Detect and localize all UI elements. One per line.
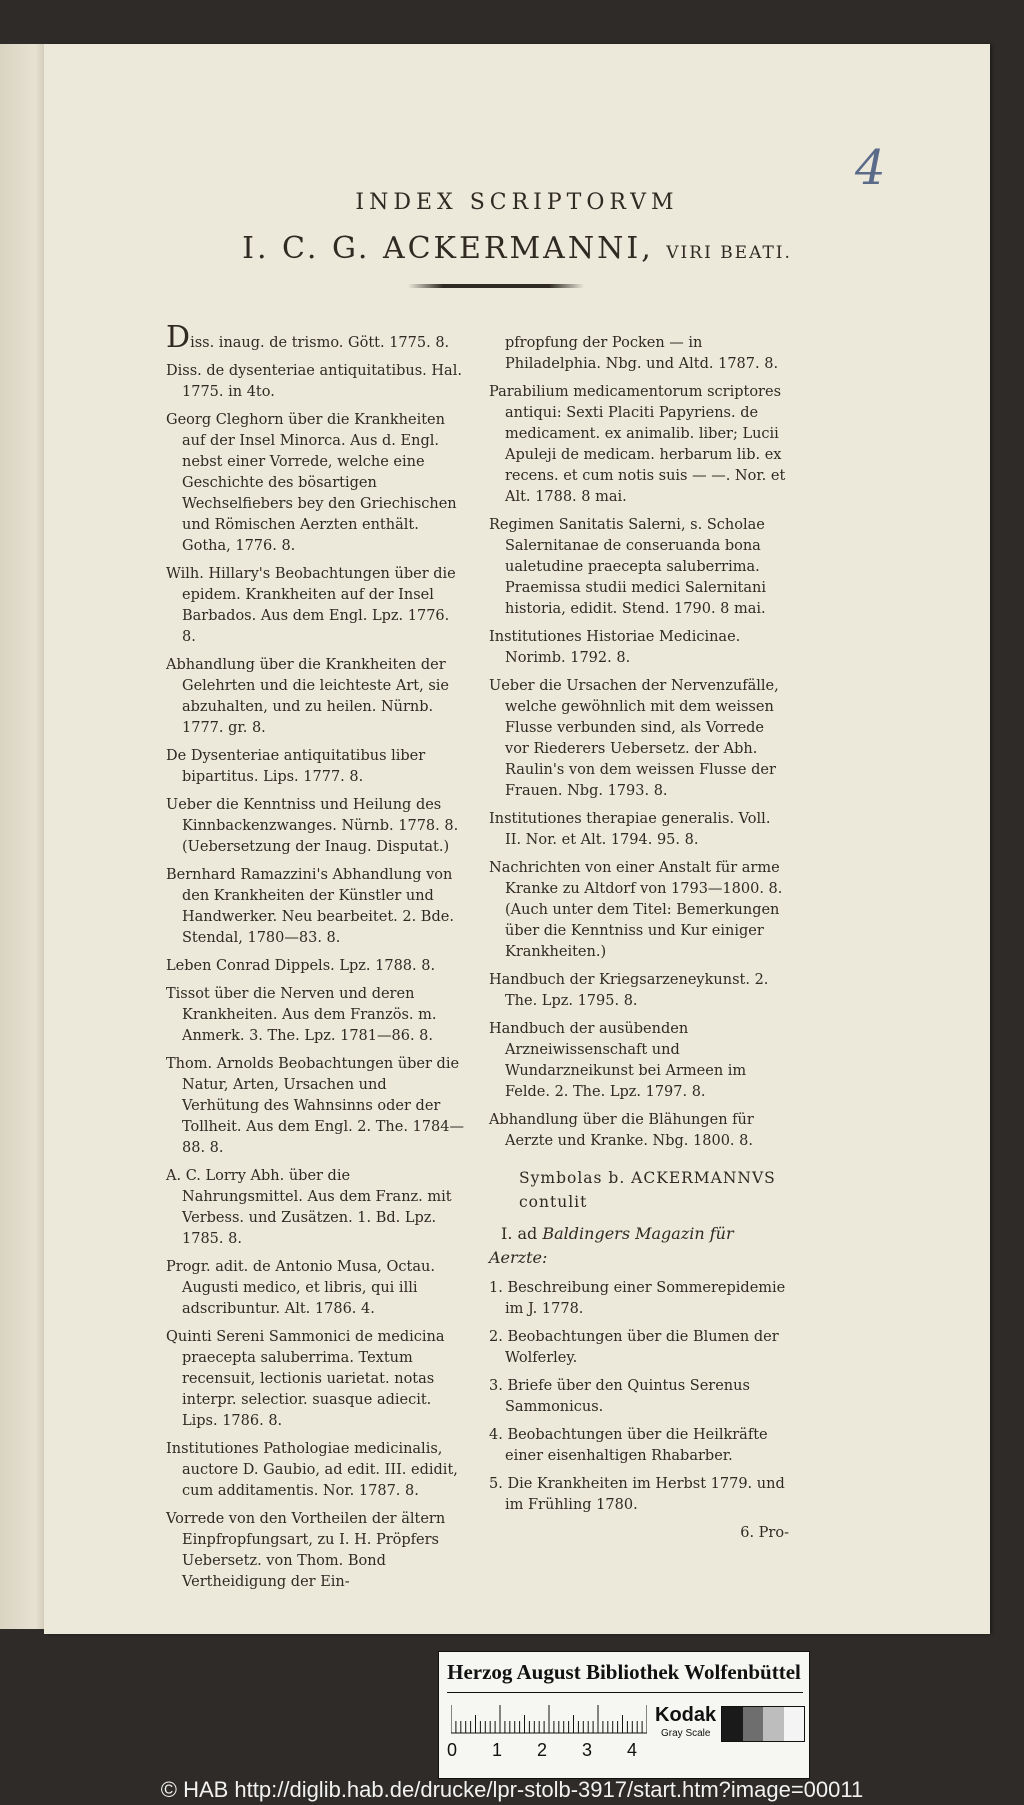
bibliography-entry: Regimen Sanitatis Salerni, s. Scholae Salernitanae de conseruanda bona ualetudine praecepta saluberrima. Praemissa studii medici Salernitani historia, edidit. Stend. 1790. 8 mai. [489, 517, 766, 617]
contribution-item: 4. Beobachtungen über die Heilkräfte einer eisenhaltigen Rhabarber. [489, 1427, 768, 1464]
drop-cap: D [166, 320, 191, 355]
bibliography-entry: Abhandlung über die Krankheiten der Gelehrten und die leichteste Art, sie abzuhalten, und zu heilen. Nürnb. 1777. gr. 8. [166, 657, 449, 736]
bibliography-entry: Institutiones Historiae Medicinae. Norimb. 1792. 8. [489, 629, 741, 666]
title-index-scriptorum: INDEX SCRIPTORVM [355, 190, 679, 215]
ruler-number: 1 [492, 1740, 503, 1760]
bibliography-entry: Leben Conrad Dippels. Lpz. 1788. 8. [166, 958, 436, 974]
gray-swatch [722, 1707, 743, 1741]
catchword: 6. Pro- [740, 1525, 789, 1541]
bibliography-entry: Institutiones Pathologiae medicinalis, auctore D. Gaubio, ad edit. III. edidit, cum additamentis. Nor. 1787. 8. [166, 1441, 458, 1499]
magazin-heading: I. ad Baldingers Magazin für Aerzte: [489, 1224, 734, 1267]
ruler-number: 3 [582, 1740, 593, 1760]
bibliography-entry: Bernhard Ramazzini's Abhandlung von den Krankheiten der Künstler und Handwerker. Neu bearbeitet. 2. Bde. Stendal, 1780—83. 8. [166, 867, 454, 946]
bibliography-entry: Institutiones therapiae generalis. Voll. II. Nor. et Alt. 1794. 95. 8. [489, 811, 771, 848]
gray-scale-swatches [721, 1706, 805, 1742]
bibliography-entry: Tissot über die Nerven und deren Krankheiten. Aus dem Französ. m. Anmerk. 3. The. Lpz. 1781—86. 8. [166, 986, 437, 1044]
previous-page-edge [0, 44, 50, 1629]
bibliography-entry: Thom. Arnolds Beobachtungen über die Natur, Arten, Ursachen und Verhütung des Wahnsinns oder der Tollheit. Aus dem Engl. 2. The. 1784—88. 8. [166, 1056, 464, 1156]
symbolas-heading: Symbolas b. ACKERMANNVS contulit [519, 1169, 776, 1211]
right-entries-list [489, 382, 789, 1152]
contribution-item: 2. Beobachtungen über die Blumen der Wolferley. [489, 1329, 779, 1366]
left-column [166, 320, 466, 1600]
gray-swatch [763, 1707, 784, 1741]
contribution-item: 3. Briefe über den Quintus Serenus Sammonicus. [489, 1378, 750, 1415]
ruler-number: 4 [627, 1740, 638, 1760]
ruler-scale [451, 1704, 647, 1734]
bibliography-entry: Parabilium medicamentorum scriptores antiqui: Sexti Placiti Papyriens. de medicament. ex animalib. liber; Lucii Apuleji de medicam. herbarum lib. ex recens. et cum notis suis — —. Nor. et Alt. 1788. 8 mai. [489, 384, 786, 505]
bibliography-entry: Nachrichten von einer Anstalt für arme Kranke zu Altdorf von 1793—1800. 8. (Auch unter dem Titel: Bemerkungen über die Kenntniss und Kur einiger Krankheiten.) [489, 860, 783, 960]
page-header [44, 190, 990, 266]
right-column [489, 333, 789, 1544]
bibliography-entry: Georg Cleghorn über die Krankheiten auf der Insel Minorca. Aus d. Engl. nebst einer Vorrede, welche eine Geschichte des bösartigen Wechselfiebers bey den Griechischen und Römischen Aerzten enthält. Gotha, 1776. 8. [166, 412, 457, 554]
contribution-item: 5. Die Krankheiten im Herbst 1779. und im Frühling 1780. [489, 1476, 785, 1513]
bibliography-entry: De Dysenteriae antiquitatibus liber bipartitus. Lips. 1777. 8. [166, 748, 426, 785]
library-name: Herzog August Bibliothek Wolfenbüttel [447, 1660, 801, 1684]
bibliography-entry: Quinti Sereni Sammonici de medicina praecepta saluberrima. Textum recensuit, lectionis uarietat. notas interpr. selectior. suasque adiecit. Lips. 1786. 8. [166, 1329, 445, 1429]
ruler-number: 2 [537, 1740, 548, 1760]
gray-swatch [743, 1707, 764, 1741]
copyright-url: © HAB http://diglib.hab.de/drucke/lpr-stolb-3917/start.htm?image=00011 [160, 1777, 864, 1802]
kodak-logo: Kodak [655, 1704, 717, 1726]
title-author [44, 231, 990, 266]
bibliography-entry: Vorrede von den Vortheilen der ältern Einpfropfungsart, zu I. H. Pröpfers Uebersetz. von Thom. Bond Vertheidigung der Ein- [166, 1511, 446, 1590]
title-ornament-rule [408, 284, 584, 288]
contributions-list [489, 1278, 789, 1516]
bibliography-entry-continuation: pfropfung der Pocken — in Philadelphia. Nbg. und Altd. 1787. 8. [505, 335, 779, 372]
label-divider [447, 1692, 803, 1693]
bibliography-entry: Progr. adit. de Antonio Musa, Octau. Augusti medico, et libris, qui illi adscribuntur. Alt. 1786. 4. [166, 1259, 435, 1317]
bibliography-entry: Wilh. Hillary's Beobachtungen über die epidem. Krankheiten auf der Insel Barbados. Aus dem Engl. Lpz. 1776. 8. [166, 566, 456, 645]
ruler-number: 0 [447, 1740, 458, 1760]
bibliography-entry: Ueber die Kenntniss und Heilung des Kinnbackenzwanges. Nürnb. 1778. 8. (Uebersetzung der Inaug. Disputat.) [166, 797, 459, 855]
gray-scale-label: Gray Scale [661, 1728, 711, 1739]
library-color-card [438, 1651, 810, 1779]
bibliography-entry: Diss. de dysenteriae antiquitatibus. Hal. 1775. in 4to. [166, 363, 462, 400]
gray-swatch [784, 1707, 805, 1741]
bibliography-entry: Handbuch der ausübenden Arzneiwissenschaft und Wundarzneikunst bei Armeen im Felde. 2. The. Lpz. 1797. 8. [489, 1021, 747, 1100]
bibliography-entry: Handbuch der Kriegsarzeneykunst. 2. The. Lpz. 1795. 8. [489, 972, 769, 1009]
bibliography-entry: Abhandlung über die Blähungen für Aerzte und Kranke. Nbg. 1800. 8. [489, 1112, 754, 1149]
folio-number: 4 [855, 140, 886, 196]
bibliography-entry: Ueber die Ursachen der Nervenzufälle, welche gewöhnlich mit dem weissen Flusse verbunden sind, als Vorrede vor Riederers Uebersetz. der Abh. Raulin's von dem weissen Flusse der Frauen. Nbg. 1793. 8. [489, 678, 779, 799]
title-author-name: I. C. G. ACKERMANNI, [242, 231, 654, 266]
contribution-item: 1. Beschreibung einer Sommerepidemie im J. 1778. [489, 1280, 786, 1317]
bibliography-entry: A. C. Lorry Abh. über die Nahrungsmittel. Aus dem Franz. mit Verbess. und Zusätzen. 1. Bd. Lpz. 1785. 8. [166, 1168, 452, 1247]
bibliography-entry: Diss. inaug. de trismo. Gött. 1775. 8. [166, 320, 450, 355]
left-entries-list [166, 361, 466, 1593]
title-author-suffix: VIRI BEATI. [666, 243, 792, 263]
